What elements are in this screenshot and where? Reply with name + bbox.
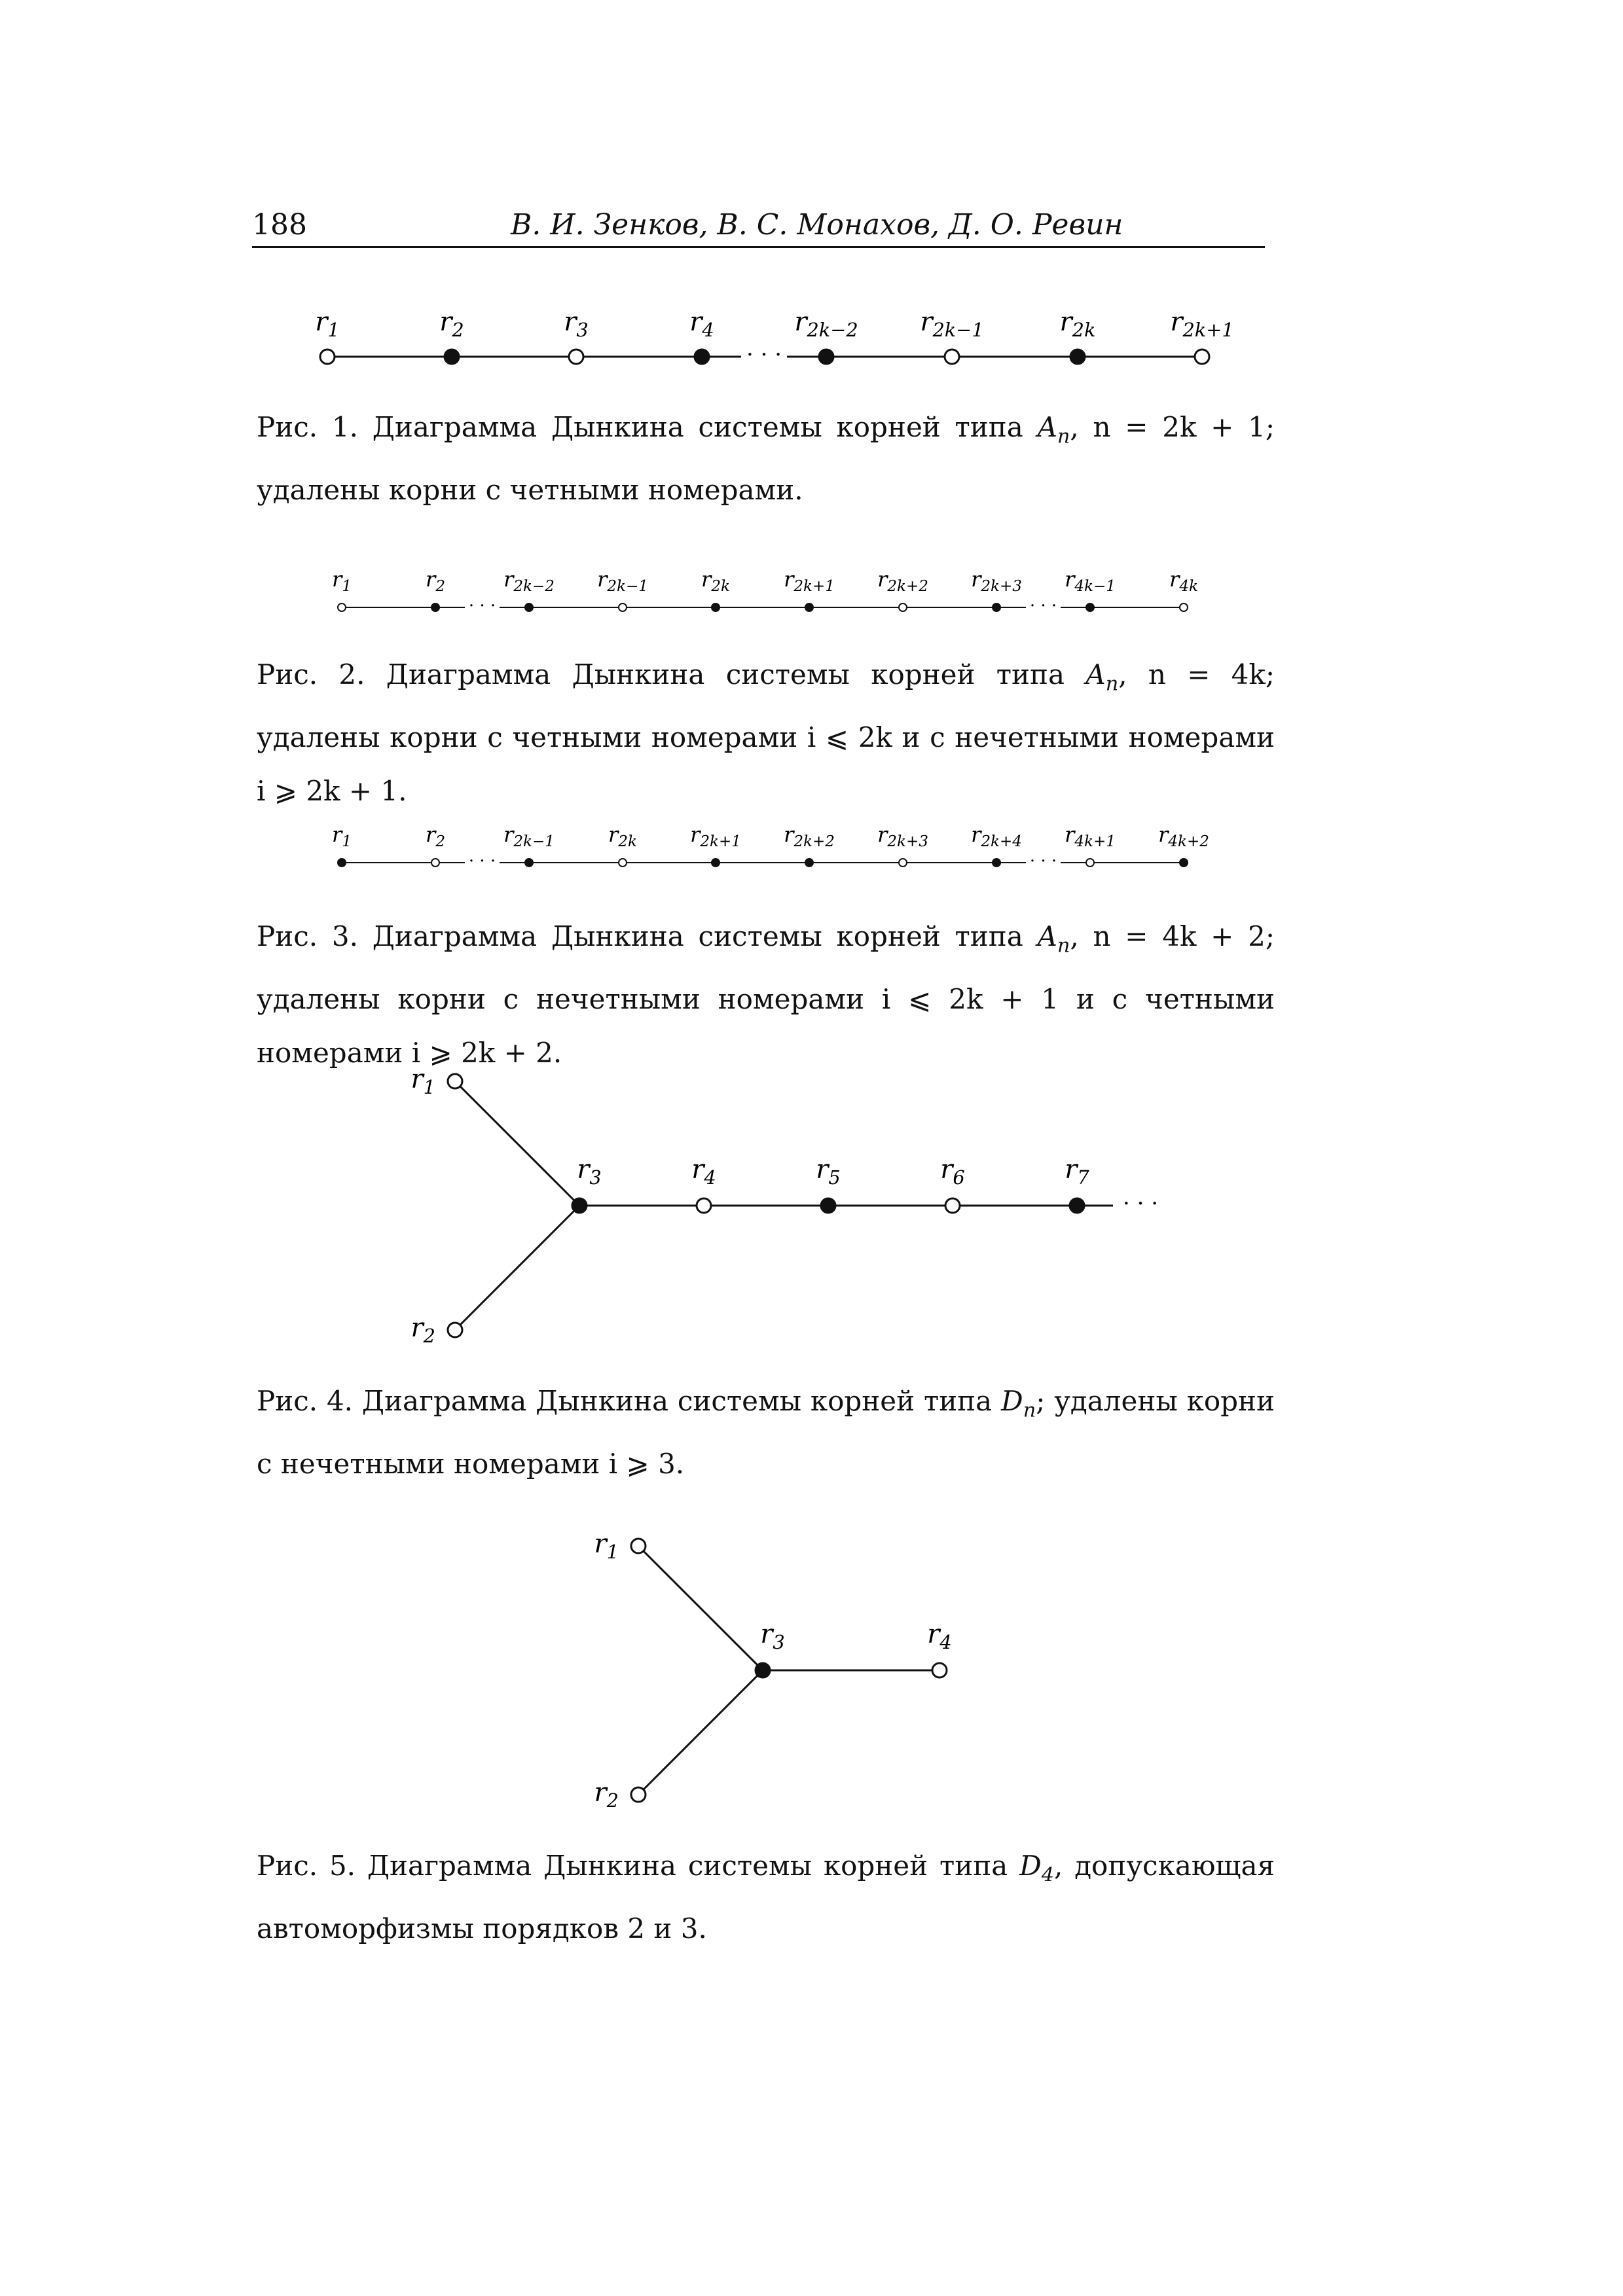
edge-line xyxy=(638,1546,763,1670)
node-label: $r_{2k-2}$ xyxy=(503,567,555,596)
node-label: $r_{4k+2}$ xyxy=(1158,822,1209,851)
open-node xyxy=(899,603,907,611)
filled-node xyxy=(756,1663,770,1677)
open-node xyxy=(932,1663,947,1677)
node-label: $r_4$ xyxy=(691,1155,716,1189)
filled-node xyxy=(993,859,1000,867)
node-label: $r_6$ xyxy=(940,1155,965,1189)
node-label: $r_3$ xyxy=(760,1619,785,1653)
node-label: $r_1$ xyxy=(315,307,340,341)
node-label: $r_{2k+1}$ xyxy=(1170,307,1234,341)
node-label: $r_5$ xyxy=(816,1155,841,1189)
open-node xyxy=(338,603,346,611)
node-label: $r_1$ xyxy=(410,1064,435,1098)
node-label: $r_{2k-2}$ xyxy=(794,307,858,341)
filled-node xyxy=(1086,603,1094,611)
filled-node xyxy=(819,350,833,364)
ellipsis: · · · xyxy=(1122,1191,1159,1217)
node-label: $r_3$ xyxy=(577,1155,602,1189)
node-label: $r_2$ xyxy=(426,567,445,596)
open-node xyxy=(619,859,627,867)
ellipsis: · · · xyxy=(746,342,782,368)
node-label: $r_{4k-1}$ xyxy=(1065,567,1116,596)
filled-node xyxy=(805,603,813,611)
node-label: $r_4$ xyxy=(927,1619,952,1653)
ellipsis: · · · xyxy=(468,852,496,871)
header-rule xyxy=(252,246,1265,248)
open-node xyxy=(697,1198,711,1213)
filled-node xyxy=(712,859,720,867)
filled-node xyxy=(525,859,533,867)
filled-node xyxy=(993,603,1000,611)
node-label: $r_{2k+1}$ xyxy=(784,567,835,596)
filled-node xyxy=(695,350,709,364)
open-node xyxy=(448,1323,462,1337)
node-label: $r_{2k}$ xyxy=(701,567,730,596)
figure-5-caption: Рис. 5. Диаграмма Дынкина системы корней типа $D_4$, допускающая автоморфизмы порядков 2 и 3. xyxy=(257,1850,1275,1945)
node-label: $r_{2k-1}$ xyxy=(503,822,555,851)
ellipsis: · · · xyxy=(1029,852,1057,871)
figure-1-caption: Рис. 1. Диаграмма Дынкина системы корней типа $A_n$, n = 2k + 1; удалены корни с четными номерами. xyxy=(257,411,1275,507)
open-node xyxy=(945,1198,960,1213)
page-number: 188 xyxy=(252,208,307,242)
filled-node xyxy=(525,603,533,611)
filled-node xyxy=(1070,350,1085,364)
node-label: $r_{2k+3}$ xyxy=(971,567,1022,596)
edge-line xyxy=(638,1670,763,1795)
figure-3-caption: Рис. 3. Диаграмма Дынкина системы корней типа $A_n$, n = 4k + 2; удалены корни с нечетными номерами i ⩽ 2k + 1 и с четными номерами i ⩾ 2k + 2. xyxy=(257,920,1275,1069)
open-node xyxy=(899,859,907,867)
node-label: $r_1$ xyxy=(332,822,352,851)
open-node xyxy=(320,350,335,364)
node-label: $r_2$ xyxy=(410,1313,435,1347)
node-label: $r_1$ xyxy=(332,567,352,596)
open-node xyxy=(448,1074,462,1088)
open-node xyxy=(1086,859,1094,867)
figure-3-dynkin-diagram xyxy=(0,818,1623,877)
open-node xyxy=(945,350,959,364)
figure-1-dynkin-diagram xyxy=(0,301,1623,380)
open-node xyxy=(631,1787,646,1802)
filled-node xyxy=(431,603,439,611)
node-label: $r_7$ xyxy=(1065,1155,1089,1189)
filled-node xyxy=(572,1198,587,1213)
filled-node xyxy=(805,859,813,867)
edge-line xyxy=(455,1081,579,1206)
ellipsis: · · · xyxy=(1029,596,1057,616)
figure-4-caption: Рис. 4. Диаграмма Дынкина системы корней типа $D_n$; удалены корни с нечетными номерами i ⩾ 3. xyxy=(257,1385,1275,1480)
filled-node xyxy=(1180,859,1188,867)
figure-4-dynkin-diagram xyxy=(0,1047,1623,1348)
node-label: $r_2$ xyxy=(426,822,445,851)
open-node xyxy=(569,350,583,364)
node-label: $r_{2k+2}$ xyxy=(877,567,928,596)
open-node xyxy=(431,859,439,867)
node-label: $r_{2k+3}$ xyxy=(877,822,928,851)
running-head-authors: В. И. Зенков, В. С. Монахов, Д. О. Ревин xyxy=(511,208,1123,242)
node-label: $r_{4k}$ xyxy=(1169,567,1198,596)
node-label: $r_4$ xyxy=(689,307,714,341)
node-label: $r_{4k+1}$ xyxy=(1065,822,1116,851)
filled-node xyxy=(338,859,346,867)
open-node xyxy=(631,1539,646,1553)
edge-line xyxy=(455,1206,579,1330)
filled-node xyxy=(1070,1198,1084,1213)
open-node xyxy=(1180,603,1188,611)
open-node xyxy=(619,603,627,611)
filled-node xyxy=(445,350,459,364)
node-label: $r_{2k+1}$ xyxy=(690,822,741,851)
node-label: $r_{2k-1}$ xyxy=(920,307,984,341)
node-label: $r_3$ xyxy=(564,307,589,341)
node-label: $r_2$ xyxy=(439,307,464,341)
filled-node xyxy=(821,1198,835,1213)
node-label: $r_2$ xyxy=(594,1778,619,1812)
node-label: $r_1$ xyxy=(594,1529,619,1563)
ellipsis: · · · xyxy=(468,596,496,616)
node-label: $r_{2k+4}$ xyxy=(971,822,1022,851)
figure-2-dynkin-diagram xyxy=(0,563,1623,622)
figure-2-caption: Рис. 2. Диаграмма Дынкина системы корней типа $A_n$, n = 4k; удалены корни с четными номерами i ⩽ 2k и с нечетными номерами i ⩾ 2k + 1. xyxy=(257,658,1275,808)
node-label: $r_{2k}$ xyxy=(1059,307,1096,341)
open-node xyxy=(1195,350,1209,364)
node-label: $r_{2k+2}$ xyxy=(784,822,835,851)
node-label: $r_{2k-1}$ xyxy=(597,567,648,596)
filled-node xyxy=(712,603,720,611)
node-label: $r_{2k}$ xyxy=(608,822,637,851)
figure-5-dynkin-diagram xyxy=(0,1512,1623,1813)
